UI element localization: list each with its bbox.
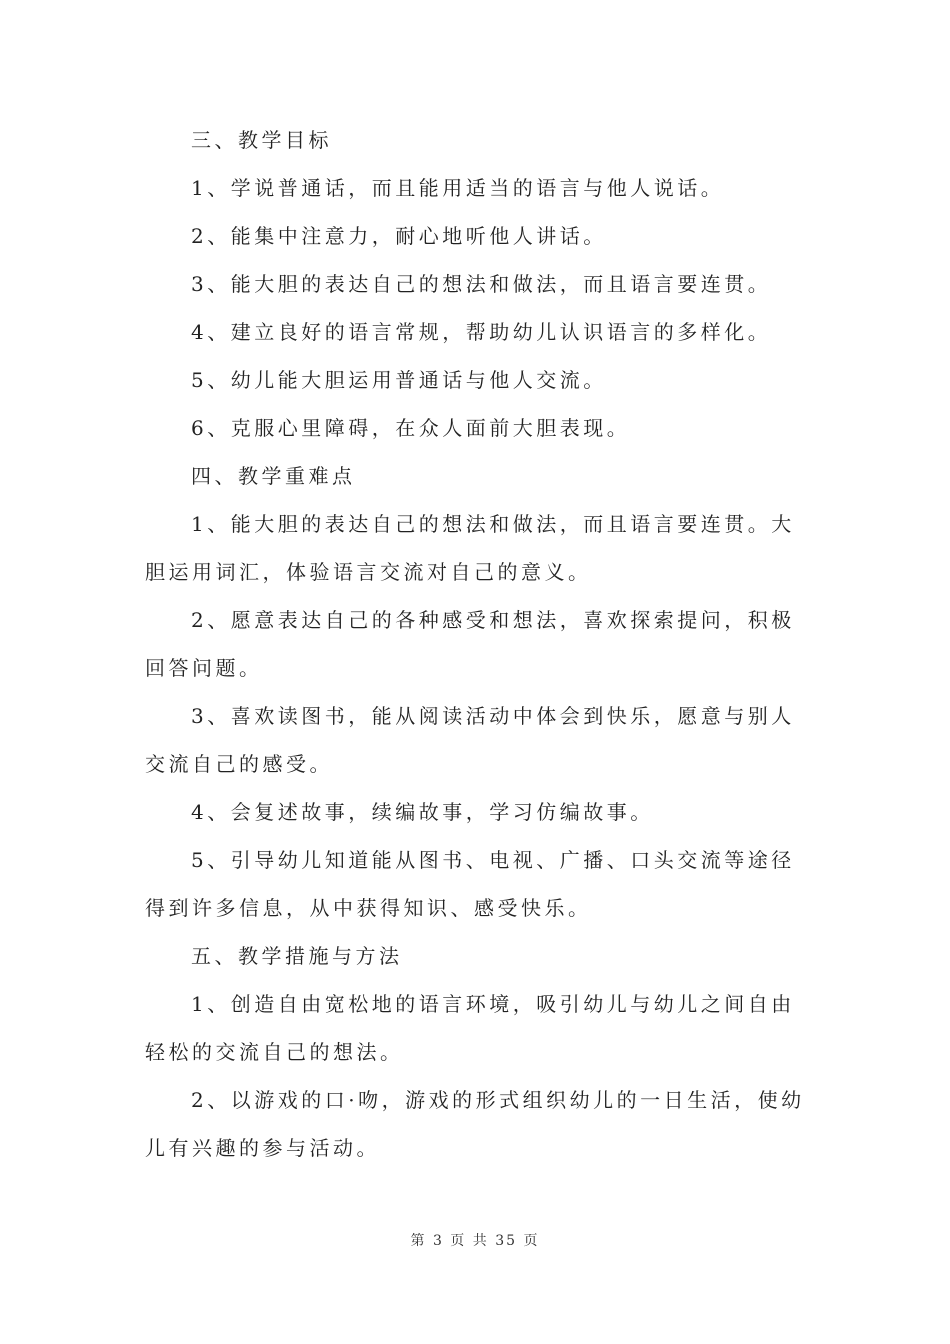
section-heading-methods: 五、教学措施与方法: [191, 944, 403, 968]
paragraph: 1、能大胆的表达自己的想法和做法，而且语言要连贯。大胆运用词汇，体验语言交流对自己的意义。: [145, 512, 795, 584]
paragraph: 1、创造自由宽松地的语言环境，吸引幼儿与幼儿之间自由轻松的交流自己的想法。: [145, 992, 795, 1064]
page-content: [145, 116, 810, 1172]
paragraph: 3、能大胆的表达自己的想法和做法，而且语言要连贯。: [191, 272, 772, 296]
paragraph: 3、喜欢读图书，能从阅读活动中体会到快乐，愿意与别人交流自己的感受。: [145, 704, 795, 776]
paragraph: 5、幼儿能大胆运用普通话与他人交流。: [191, 368, 607, 392]
paragraph: 4、会复述故事，续编故事，学习仿编故事。: [191, 800, 654, 824]
paragraph: 1、学说普通话，而且能用适当的语言与他人说话。: [191, 176, 725, 200]
paragraph: 2、能集中注意力，耐心地听他人讲话。: [191, 224, 607, 248]
paragraph: 4、建立良好的语言常规，帮助幼儿认识语言的多样化。: [191, 320, 772, 344]
section-heading-key-points: 四、教学重难点: [191, 464, 356, 488]
paragraph: 6、克服心里障碍，在众人面前大胆表现。: [191, 416, 631, 440]
section-heading-goals: 三、教学目标: [191, 128, 332, 152]
paragraph: 5、引导幼儿知道能从图书、电视、广播、口头交流等途径得到许多信息，从中获得知识、感受快乐。: [145, 848, 795, 920]
paragraph: 2、以游戏的口·吻，游戏的形式组织幼儿的一日生活，使幼儿有兴趣的参与活动。: [145, 1088, 805, 1160]
page-footer: 第 3 页 共 35 页: [410, 1233, 540, 1249]
paragraph: 2、愿意表达自己的各种感受和想法，喜欢探索提问，积极回答问题。: [145, 608, 795, 680]
